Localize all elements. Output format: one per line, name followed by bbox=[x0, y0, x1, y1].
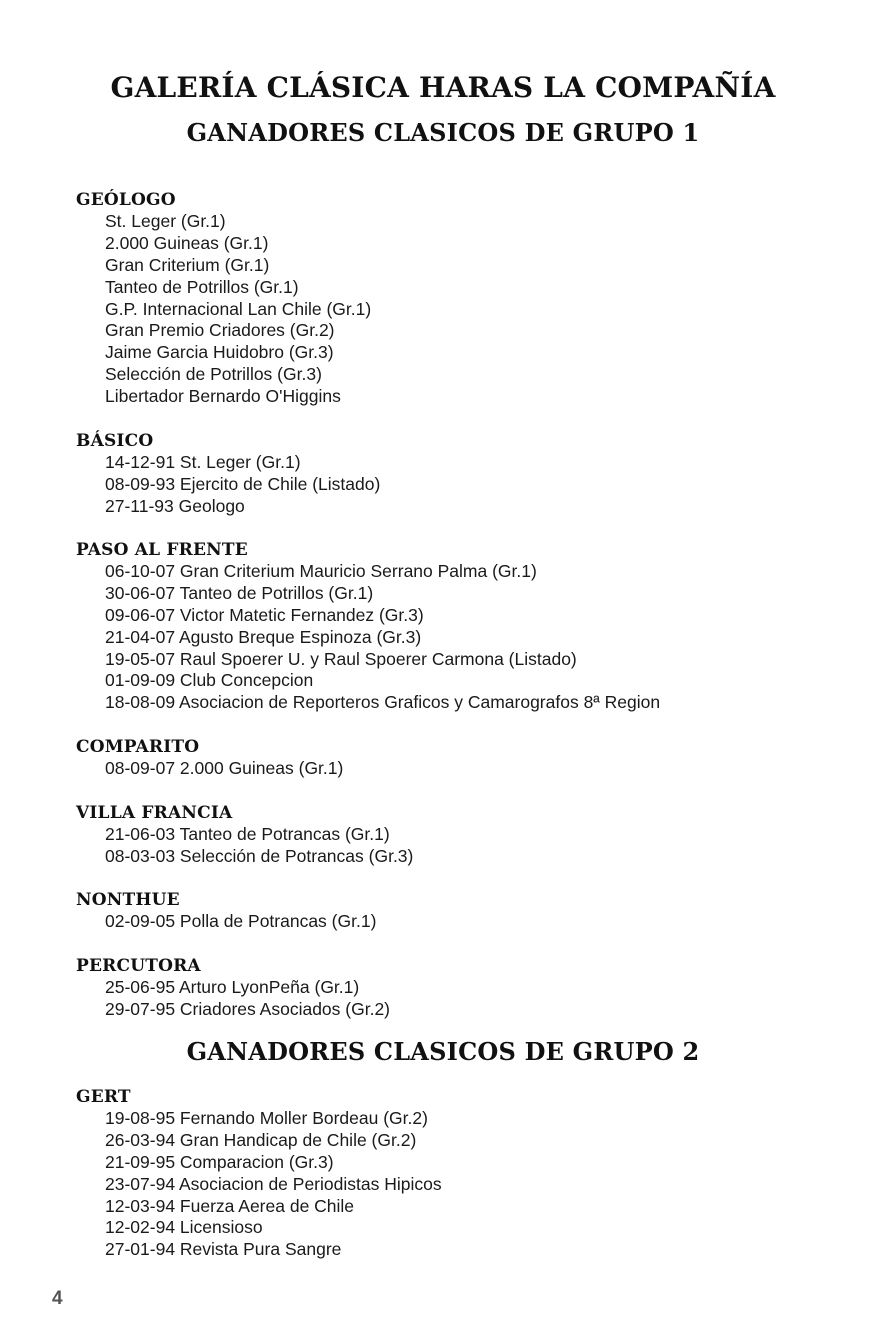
race-item: 02-09-05 Polla de Potrancas (Gr.1) bbox=[105, 911, 377, 931]
race-item: 09-06-07 Victor Matetic Fernandez (Gr.3) bbox=[105, 604, 424, 625]
horse-percutora bbox=[76, 955, 390, 1021]
horse-basico bbox=[76, 430, 380, 518]
race-list bbox=[76, 1108, 442, 1261]
race-list bbox=[76, 977, 390, 1021]
group1-heading: GANADORES CLASICOS DE GRUPO 1 bbox=[186, 118, 700, 147]
horse-geologo bbox=[76, 189, 371, 408]
race-item: Gran Premio Criadores (Gr.2) bbox=[105, 320, 335, 341]
horse-name: VILLA FRANCIA bbox=[76, 803, 233, 823]
race-item: 21-06-03 Tanteo de Potrancas (Gr.1) bbox=[105, 824, 390, 844]
horse-paso-al-frente bbox=[76, 539, 660, 714]
race-item: Libertador Bernardo O'Higgins bbox=[105, 386, 341, 407]
horse-name: GEÓLOGO bbox=[76, 190, 176, 210]
horse-comparito bbox=[76, 736, 343, 780]
horse-name: PERCUTORA bbox=[76, 956, 201, 976]
race-item: St. Leger (Gr.1) bbox=[105, 211, 226, 231]
horse-name: PASO AL FRENTE bbox=[76, 540, 248, 560]
horse-name: BÁSICO bbox=[76, 431, 154, 451]
horse-villa-francia bbox=[76, 802, 413, 868]
race-list bbox=[76, 758, 343, 780]
race-item: 30-06-07 Tanteo de Potrillos (Gr.1) bbox=[105, 582, 374, 603]
race-item: Selección de Potrillos (Gr.3) bbox=[105, 364, 322, 385]
race-item: 21-04-07 Agusto Breque Espinoza (Gr.3) bbox=[105, 626, 422, 647]
race-item: 08-09-07 2.000 Guineas (Gr.1) bbox=[105, 758, 344, 778]
horse-name: COMPARITO bbox=[76, 737, 200, 757]
race-list bbox=[76, 911, 376, 933]
page-number: 4 bbox=[52, 1288, 63, 1309]
race-item: 06-10-07 Gran Criterium Mauricio Serrano Palma (Gr.1) bbox=[105, 561, 537, 581]
race-item: 01-09-09 Club Concepcion bbox=[105, 670, 314, 691]
race-item: 12-03-94 Fuerza Aerea de Chile bbox=[105, 1195, 355, 1216]
race-item: 25-06-95 Arturo LyonPeña (Gr.1) bbox=[105, 977, 360, 997]
race-item: 19-05-07 Raul Spoerer U. y Raul Spoerer Carmona (Listado) bbox=[105, 648, 577, 669]
race-item: 27-11-93 Geologo bbox=[105, 495, 245, 516]
horse-nonthue bbox=[76, 889, 376, 933]
race-item: 2.000 Guineas (Gr.1) bbox=[105, 232, 269, 253]
race-item: 29-07-95 Criadores Asociados (Gr.2) bbox=[105, 998, 390, 1019]
horse-name: NONTHUE bbox=[76, 890, 180, 910]
race-item: 27-01-94 Revista Pura Sangre bbox=[105, 1239, 342, 1260]
horse-name: GERT bbox=[76, 1087, 131, 1107]
race-item: 26-03-94 Gran Handicap de Chile (Gr.2) bbox=[105, 1129, 417, 1150]
race-item: Jaime Garcia Huidobro (Gr.3) bbox=[105, 342, 334, 363]
race-list bbox=[76, 561, 660, 714]
race-list bbox=[76, 211, 371, 408]
race-item: 14-12-91 St. Leger (Gr.1) bbox=[105, 452, 301, 472]
race-item: Tanteo de Potrillos (Gr.1) bbox=[105, 276, 299, 297]
horse-gert bbox=[76, 1086, 442, 1261]
race-item: 08-03-03 Selección de Potrancas (Gr.3) bbox=[105, 845, 414, 866]
page-title: GALERÍA CLÁSICA HARAS LA COMPAÑÍA bbox=[110, 71, 776, 104]
race-list bbox=[76, 452, 380, 518]
race-item: 19-08-95 Fernando Moller Bordeau (Gr.2) bbox=[105, 1108, 428, 1128]
race-item: 23-07-94 Asociacion de Periodistas Hipicos bbox=[105, 1173, 442, 1194]
race-item: Gran Criterium (Gr.1) bbox=[105, 254, 270, 275]
race-list bbox=[76, 824, 413, 868]
race-item: 08-09-93 Ejercito de Chile (Listado) bbox=[105, 473, 381, 494]
race-item: 21-09-95 Comparacion (Gr.3) bbox=[105, 1151, 334, 1172]
race-item: 12-02-94 Licensioso bbox=[105, 1217, 263, 1238]
race-item: 18-08-09 Asociacion de Reporteros Graficos y Camarografos 8ª Region bbox=[105, 692, 661, 713]
race-item: G.P. Internacional Lan Chile (Gr.1) bbox=[105, 298, 372, 319]
group2-heading: GANADORES CLASICOS DE GRUPO 2 bbox=[186, 1037, 700, 1066]
